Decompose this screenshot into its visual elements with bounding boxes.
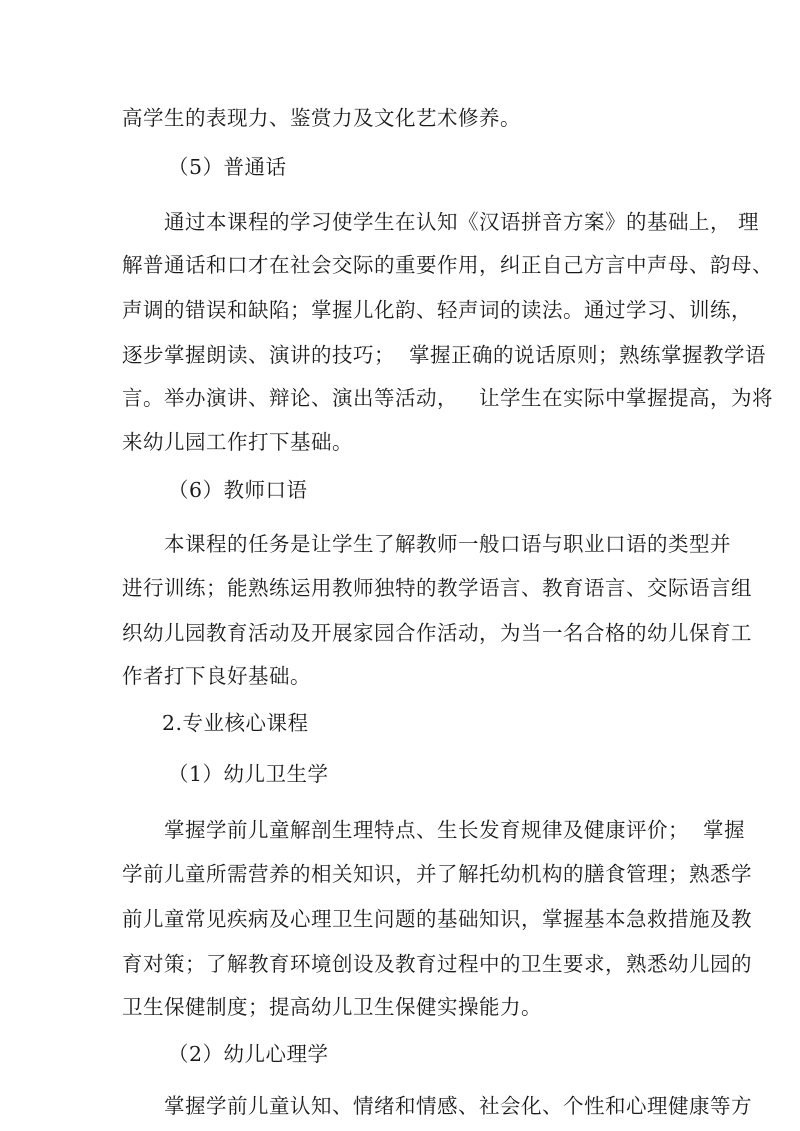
paragraph-line: 解普通话和口才在社会交际的重要作用，纠正自己方言中声母、韵母、 [122,253,773,277]
section-heading-teacher-speech: （6）教师口语 [168,478,308,502]
paragraph-line: 言。举办演讲、辩论、演出等活动， 让学生在实际中掌握提高，为将 [122,386,774,410]
paragraph-line: 前儿童常见疾病及心理卫生问题的基础知识，掌握基本急救措施及教 [122,907,752,931]
paragraph-line: 高学生的表现力、鉴赏力及文化艺术修养。 [122,106,521,130]
paragraph-line: 进行训练；能熟练运用教师独特的教学语言、教育语言、交际语言组 [122,576,752,600]
paragraph-line: 卫生保健制度；提高幼儿卫生保健实操能力。 [122,995,542,1019]
paragraph-line: 来幼儿园工作打下基础。 [122,430,353,454]
paragraph-line: 掌握学前儿童解剖生理特点、生长发育规律及健康评价； 掌握 [164,818,746,842]
paragraph-line: 掌握学前儿童认知、情绪和情感、社会化、个性和心理健康等方 [164,1094,752,1118]
paragraph-line: 通过本课程的学习使学生在认知《汉语拼音方案》的基础上， 理 [164,210,760,234]
section-heading-putonghua: （5）普通话 [168,155,287,179]
paragraph-line: 逐步掌握朗读、演讲的技巧； 掌握正确的说话原则；熟练掌握教学语 [122,343,767,367]
paragraph-line: 育对策；了解教育环境创设及教育过程中的卫生要求，熟悉幼儿园的 [122,952,752,976]
paragraph-line: 声调的错误和缺陷；掌握儿化韵、轻声词的读法。通过学习、训练， [122,298,752,322]
section-heading-child-psychology: （2）幼儿心理学 [168,1042,329,1066]
paragraph-line: 本课程的任务是让学生了解教师一般口语与职业口语的类型并 [164,532,731,556]
paragraph-line: 作者打下良好基础。 [122,664,311,688]
section-heading-core-courses: 2.专业核心课程 [162,711,309,735]
paragraph-line: 织幼儿园教育活动及开展家园合作活动，为当一名合格的幼儿保育工 [122,621,752,645]
paragraph-line: 学前儿童所需营养的相关知识，并了解托幼机构的膳食管理；熟悉学 [122,862,752,886]
section-heading-child-hygiene: （1）幼儿卫生学 [168,762,329,786]
